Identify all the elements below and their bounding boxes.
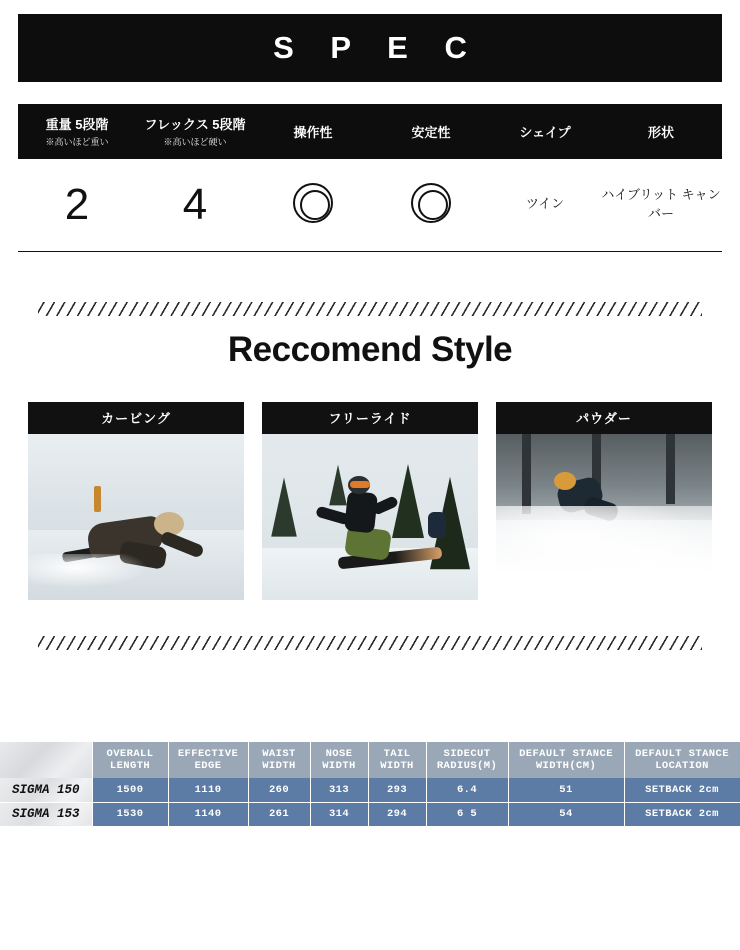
size-cell-tail-width-153: 294 (368, 802, 426, 826)
size-cell-waist-width-153: 261 (248, 802, 310, 826)
spec-header-shape: シェイプ (490, 104, 600, 159)
size-header-stance-width-l1: DEFAULT STANCE (519, 747, 613, 760)
size-cell-stance-width-153: 54 (508, 802, 624, 826)
carving-photo (28, 434, 244, 600)
size-table-corner (0, 742, 92, 778)
size-header-waist-width-l2: WIDTH (262, 760, 296, 772)
size-header-stance-location-l1: DEFAULT STANCE (635, 747, 729, 760)
trail-pole-shape (94, 486, 101, 512)
spec-table-header-row (18, 104, 722, 159)
recommend-cards (28, 402, 712, 600)
size-cell-stance-width-150: 51 (508, 778, 624, 802)
spec-header-maneuverability: 操作性 (254, 104, 372, 159)
size-cell-effective-edge-150: 1110 (168, 778, 248, 802)
spec-header-stability: 安定性 (372, 104, 490, 159)
size-cell-overall-length-153: 1530 (92, 802, 168, 826)
spec-header-weight-sub: ※高いほど重い (45, 137, 109, 147)
spec-header-weight-label: 重量 5段階 (45, 117, 109, 132)
spec-header-weight (18, 104, 136, 159)
size-header-sidecut-radius-l2: RADIUS(M) (436, 760, 498, 772)
spec-value-stability-cell (372, 159, 490, 251)
spec-value-maneuverability-cell (254, 159, 372, 251)
size-header-stance-width-l2: WIDTH(CM) (535, 760, 597, 772)
spec-value-profile-line1: ハイブリット (601, 186, 678, 202)
spec-table (18, 104, 722, 252)
spec-banner-title: S P E C (273, 30, 481, 65)
size-header-tail-width-l1: TAIL (383, 747, 411, 760)
size-cell-stance-location-150: SETBACK 2cm (624, 778, 740, 802)
size-header-effective-edge-l2: EDGE (194, 760, 222, 772)
spec-header-flex (136, 104, 254, 159)
tree-shape (329, 465, 347, 506)
recommend-card-freeride-label: フリーライド (262, 402, 478, 434)
size-table-header-row (0, 742, 740, 778)
size-cell-sidecut-radius-153: 6 5 (426, 802, 508, 826)
spec-value-profile-cell (600, 159, 722, 251)
snow-spray-shape (28, 554, 148, 588)
rider-goggles-shape (350, 481, 370, 488)
recommend-card-carving (28, 402, 244, 600)
divider-stripes-bottom (38, 636, 702, 650)
tree-shape (271, 477, 297, 536)
size-header-overall-length (92, 742, 168, 778)
distant-rider-shape (428, 512, 446, 538)
size-header-tail-width (368, 742, 426, 778)
size-cell-nose-width-150: 313 (310, 778, 368, 802)
spec-header-flex-sub: ※高いほど硬い (163, 137, 227, 147)
tree-trunk-shape (522, 434, 531, 514)
spec-banner (18, 14, 722, 82)
spec-header-flex-label: フレックス 5段階 (144, 117, 246, 132)
spec-value-weight-cell (18, 159, 136, 251)
divider-stripes-top (38, 302, 702, 316)
spec-value-shape-cell (490, 159, 600, 251)
spec-value-flex: 4 (182, 179, 208, 229)
size-header-waist-width (248, 742, 310, 778)
recommend-card-carving-label: カービング (28, 402, 244, 434)
size-table (0, 742, 740, 827)
rider-head-shape (554, 472, 576, 490)
double-circle-icon (293, 183, 333, 223)
size-header-effective-edge (168, 742, 248, 778)
size-header-nose-width (310, 742, 368, 778)
size-header-stance-location-l2: LOCATION (655, 760, 709, 772)
size-header-nose-width-l1: NOSE (325, 747, 353, 760)
size-header-overall-length-l1: OVERALL (106, 747, 154, 760)
table-row (0, 802, 740, 826)
spec-value-flex-cell (136, 159, 254, 251)
size-cell-stance-location-153: SETBACK 2cm (624, 802, 740, 826)
spec-value-shape: ツイン (525, 196, 565, 212)
size-header-stance-location (624, 742, 740, 778)
size-header-overall-length-l2: LENGTH (109, 760, 151, 772)
powder-spray-shape (496, 506, 712, 600)
spec-value-profile-line2: キャンバー (647, 186, 721, 221)
size-row-model-150: SIGMA 150 (0, 778, 92, 802)
spec-table-value-row (18, 159, 722, 251)
size-header-sidecut-radius-l1: SIDECUT (443, 747, 491, 760)
size-cell-sidecut-radius-150: 6.4 (426, 778, 508, 802)
size-cell-waist-width-150: 260 (248, 778, 310, 802)
size-row-model-153: SIGMA 153 (0, 802, 92, 826)
size-header-sidecut-radius (426, 742, 508, 778)
size-header-effective-edge-l1: EFFECTIVE (177, 747, 239, 760)
size-table-section (0, 742, 740, 827)
recommend-style-title: Reccomend Style (227, 330, 513, 369)
spec-value-weight: 2 (64, 179, 90, 229)
recommend-card-powder (496, 402, 712, 600)
recommend-card-freeride (262, 402, 478, 600)
size-header-nose-width-l2: WIDTH (322, 760, 356, 772)
double-circle-icon (411, 183, 451, 223)
spec-header-profile: 形状 (600, 104, 722, 159)
size-cell-tail-width-150: 293 (368, 778, 426, 802)
size-header-waist-width-l1: WAIST (262, 747, 296, 760)
powder-photo (496, 434, 712, 600)
size-cell-overall-length-150: 1500 (92, 778, 168, 802)
size-header-tail-width-l2: WIDTH (380, 760, 414, 772)
size-cell-effective-edge-153: 1140 (168, 802, 248, 826)
freeride-photo (262, 434, 478, 600)
table-row (0, 778, 740, 802)
size-cell-nose-width-153: 314 (310, 802, 368, 826)
tree-trunk-shape (666, 434, 675, 504)
size-header-stance-width (508, 742, 624, 778)
recommend-card-powder-label: パウダー (496, 402, 712, 434)
